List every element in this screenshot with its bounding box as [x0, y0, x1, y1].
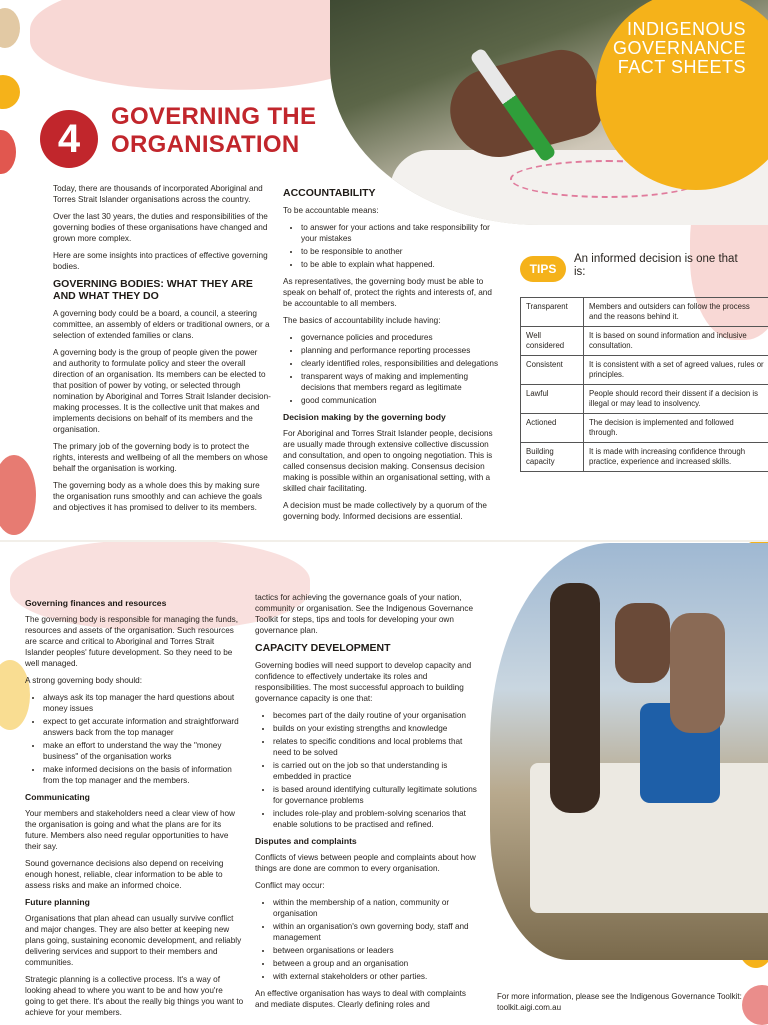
body-paragraph: The governing body as a whole does this by making sure the organisation runs smoothly and can achieve the goals and objectives it has promised to deliver to its members. — [53, 480, 273, 513]
list-item: • relates to specific conditions and local problems that need to be solved — [273, 736, 480, 758]
page-title — [111, 103, 316, 159]
term-cell: Well considered — [521, 327, 584, 356]
body-paragraph: Strategic planning is a collective process. It's a way of looking ahead to where you want to be and how you're going to get there. It's about the really big things you want to achieve for your members. — [25, 974, 245, 1018]
list-item: • governance policies and procedures — [301, 332, 503, 343]
desc-cell: People should record their dissent if a decision is illegal or may lead to insolvency. — [584, 385, 768, 414]
red-dot-2 — [0, 455, 36, 535]
subheading: Governing finances and resources — [25, 598, 245, 609]
list-item: • to answer for your actions and take responsibility for your mistakes — [301, 222, 503, 244]
photo-men-on-truck — [490, 543, 768, 960]
section-heading: ACCOUNTABILITY — [283, 187, 503, 199]
intro-paragraph: Today, there are thousands of incorporated Aboriginal and Torres Strait Islander organisations across the country. — [53, 183, 273, 205]
desc-cell: It is consistent with a set of agreed values, rules or principles. — [584, 356, 768, 385]
desc-cell: It is based on sound information and inclusive consultation. — [584, 327, 768, 356]
intro-paragraph: Here are some insights into practices of effective governing bodies. — [53, 250, 273, 272]
person-standing — [550, 583, 600, 813]
lead-text: The basics of accountability include having: — [283, 315, 503, 326]
lead-text: Conflict may occur: — [255, 880, 480, 891]
list-item: • make an effort to understand the way the "money business" of the organisation works — [43, 740, 245, 762]
body-paragraph: Conflicts of views between people and complaints about how things are done are common to every organisation. — [255, 852, 480, 874]
table-row — [521, 298, 768, 327]
table-row — [521, 327, 768, 356]
list-item: • always ask its top manager the hard questions about money issues — [43, 692, 245, 714]
desc-cell: The decision is implemented and followed through. — [584, 414, 768, 443]
page-divider — [0, 540, 768, 542]
list-item: • clearly identified roles, responsibilities and delegations — [301, 358, 503, 369]
red-dot-1 — [0, 130, 16, 174]
list-item: • within an organisation's own governing body, staff and management — [273, 921, 480, 943]
intro-paragraph: Over the last 30 years, the duties and responsibilities of the governing bodies of these organisations have changed and grown more complex. — [53, 211, 273, 244]
list-item: • planning and performance reporting processes — [301, 345, 503, 356]
table-row — [521, 356, 768, 385]
list-item: • transparent ways of making and implementing decisions that members regard as legitimate — [301, 371, 503, 393]
lead-text: To be accountable means: — [283, 205, 503, 216]
body-paragraph: A decision must be made collectively by a quorum of the governing body. Informed decisions are essential. — [283, 500, 503, 522]
section-heading: GOVERNING BODIES: WHAT THEY ARE AND WHAT THEY DO — [53, 278, 273, 302]
body-paragraph: A governing body is the group of people given the power and authority to formulate policy and steer the overall direction of an organisation. Its members can be elected to that position of power by voting, or selected through nomination by Aboriginal and Torres Strait Islander decision-making processes. It is the collective unit that makes and implements decisions on behalf of its members and the organisation. — [53, 347, 273, 435]
section-heading: CAPACITY DEVELOPMENT — [255, 642, 480, 654]
body-paragraph: tactics for achieving the governance goals of your nation, community or organisation. See the Indigenous Governance Toolkit for steps, tips and tools for developing your own governance plan. — [255, 592, 480, 636]
fact-sheet-number: 4 — [40, 110, 98, 168]
title-line: ORGANISATION — [111, 131, 316, 159]
body-paragraph: An effective organisation has ways to deal with complaints and mediate disputes. Clearly defining roles and — [255, 988, 480, 1010]
tips-table — [520, 297, 768, 472]
desc-cell: It is made with increasing confidence through practice, experience and increased skills. — [584, 443, 768, 472]
list-item: • is based around identifying culturally legitimate solutions for governance problems — [273, 784, 480, 806]
lead-text: A strong governing body should: — [25, 675, 245, 686]
list-item: • expect to get accurate information and straightforward answers back from the top manager — [43, 716, 245, 738]
body-paragraph: For Aboriginal and Torres Strait Islander people, decisions are usually made through extensive collective discussion and consultation, and open to ongoing negotiation. This is called consensus decision making. Consensus decision making is possible within an organisational setting, with a skilled chair facilitating. — [283, 428, 503, 494]
tan-dot-1 — [0, 8, 20, 48]
list-item: • between organisations or leaders — [273, 945, 480, 956]
series-line: FACT SHEETS — [613, 58, 746, 77]
bullet-list — [283, 222, 503, 270]
column-accountability — [283, 183, 503, 528]
column-capacity — [255, 592, 480, 1016]
list-item: • within the membership of a nation, community or organisation — [273, 897, 480, 919]
body-paragraph: The primary job of the governing body is to protect the rights, interests and wellbeing of all the members on whose behalf the organisation is working. — [53, 441, 273, 474]
subheading: Disputes and complaints — [255, 836, 480, 847]
list-item: • with external stakeholders or other parties. — [273, 971, 480, 982]
series-line: GOVERNANCE — [613, 39, 746, 58]
term-cell: Lawful — [521, 385, 584, 414]
column-intro — [53, 183, 273, 519]
tips-badge: TIPS — [520, 256, 566, 282]
person-sitting — [615, 603, 670, 683]
table-row — [521, 443, 768, 472]
bullet-list — [255, 710, 480, 830]
hand — [441, 42, 609, 168]
term-cell: Transparent — [521, 298, 584, 327]
list-item: • is carried out on the job so that understanding is embedded in practice — [273, 760, 480, 782]
bullet-list — [25, 692, 245, 786]
bullet-list — [255, 897, 480, 982]
table-row — [521, 414, 768, 443]
list-item: • to be able to explain what happened. — [301, 259, 503, 270]
term-cell: Consistent — [521, 356, 584, 385]
body-paragraph: Governing bodies will need support to develop capacity and confidence to effectively undertake its roles and responsibilities. The most successful approach to building governance capacity is one that: — [255, 660, 480, 704]
desc-cell: Members and outsiders can follow the process and the reasons behind it. — [584, 298, 768, 327]
list-item: • becomes part of the daily routine of your organisation — [273, 710, 480, 721]
list-item: • to be responsible to another — [301, 246, 503, 257]
body-paragraph: Sound governance decisions also depend on receiving enough honest, reliable, clear information to be able to assess risks and make an informed choice. — [25, 858, 245, 891]
body-paragraph: The governing body is responsible for managing the funds, resources and assets of the organisation. Such resources are scarce and critical to Aboriginal and Torres Strait Islander peoples' future development. So they need to be well managed. — [25, 614, 245, 669]
subheading: Communicating — [25, 792, 245, 803]
footer-note: For more information, please see the Indigenous Governance Toolkit: toolkit.aigi.com.au — [497, 992, 747, 1013]
body-paragraph: Organisations that plan ahead can usually survive conflict and major changes. They are also better at keeping new plans going, sustaining economic development, and reliably delivering services and support to their members and communities. — [25, 913, 245, 968]
series-title — [613, 20, 746, 77]
column-finances — [25, 592, 245, 1024]
body-paragraph: As representatives, the governing body must be able to speak on behalf of, protect the rights and interests of, and be accountable to all members. — [283, 276, 503, 309]
yellow-dot-1 — [0, 75, 20, 109]
body-paragraph: A governing body could be a board, a council, a steering committee, an assembly of elders or traditional owners, or a selection of extended families or clans. — [53, 308, 273, 341]
list-item: • builds on your existing strengths and knowledge — [273, 723, 480, 734]
list-item: • between a group and an organisation — [273, 958, 480, 969]
bullet-list — [283, 332, 503, 406]
list-item: • includes role-play and problem-solving scenarios that enable solutions to be practised and refined. — [273, 808, 480, 830]
subheading: Decision making by the governing body — [283, 412, 503, 423]
person-sitting — [670, 613, 725, 733]
series-line: INDIGENOUS — [613, 20, 746, 39]
table-row — [521, 385, 768, 414]
body-paragraph: Your members and stakeholders need a clear view of how the organisation is going and what the plans are for its future. Members also need regular opportunities to have their say. — [25, 808, 245, 852]
list-item: • good communication — [301, 395, 503, 406]
title-line: GOVERNING THE — [111, 103, 316, 131]
term-cell: Building capacity — [521, 443, 584, 472]
tips-text: An informed decision is one that is: — [574, 253, 744, 279]
term-cell: Actioned — [521, 414, 584, 443]
subheading: Future planning — [25, 897, 245, 908]
list-item: • make informed decisions on the basis of information from the top manager and the members. — [43, 764, 245, 786]
